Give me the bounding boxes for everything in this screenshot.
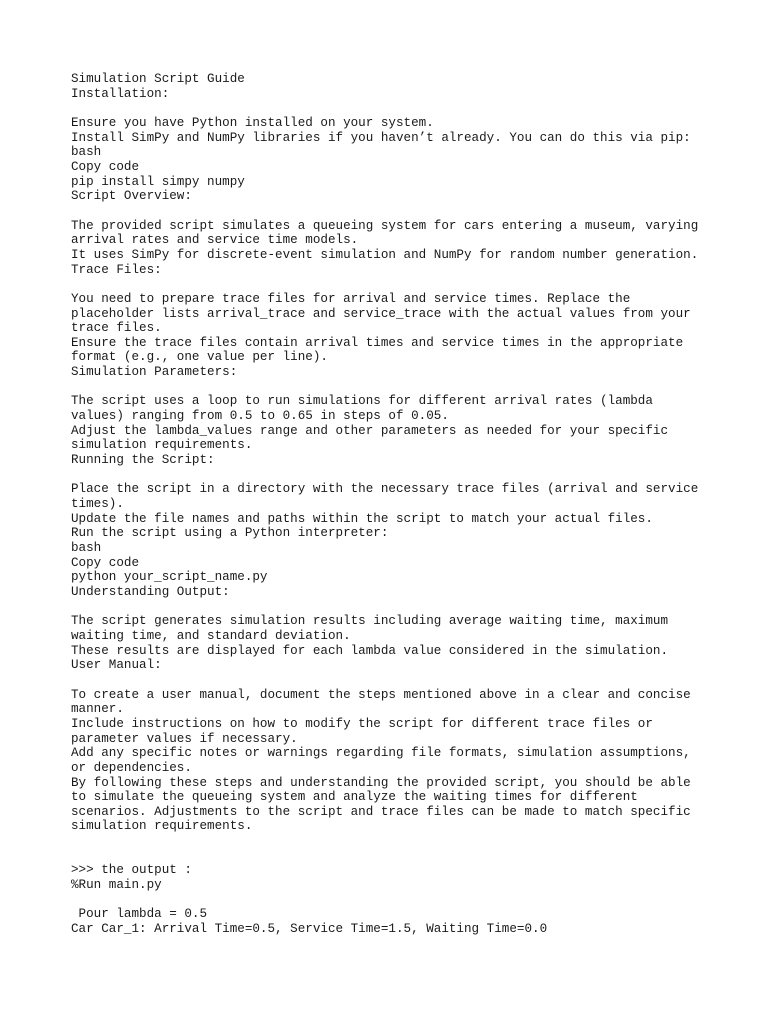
running-line: times). — [71, 497, 124, 512]
console-car-line: Car Car_1: Arrival Time=0.5, Service Time=1.5, Waiting Time=0.0 — [71, 922, 548, 937]
manual-line: To create a user manual, document the steps mentioned above in a clear and concise — [71, 687, 691, 702]
copy-code-label: Copy code — [71, 555, 140, 570]
manual-line: parameter values if necessary. — [71, 731, 298, 746]
installation-line: Ensure you have Python installed on your system. — [71, 115, 434, 130]
manual-line: to simulate the queueing system and analyze the waiting times for different — [71, 790, 638, 805]
trace-files-line: format (e.g., one value per line). — [71, 350, 328, 365]
overview-line: The provided script simulates a queueing system for cars entering a museum, varying — [71, 218, 699, 233]
code-language-label: bash — [71, 541, 102, 555]
document-page — [71, 72, 711, 937]
trace-files-line: Ensure the trace files contain arrival times and service times in the appropriate — [71, 335, 684, 350]
blank-line — [71, 101, 711, 116]
section-heading-trace-files: Trace Files: — [71, 262, 162, 277]
section-heading-installation: Installation: — [71, 86, 170, 101]
overview-line: arrival rates and service time models. — [71, 233, 359, 248]
output-line: The script generates simulation results including average waiting time, maximum — [71, 614, 669, 629]
output-line: These results are displayed for each lambda value considered in the simulation. — [71, 643, 669, 658]
output-line: waiting time, and standard deviation. — [71, 628, 351, 643]
section-heading-overview: Script Overview: — [71, 189, 192, 204]
parameters-line: values) ranging from 0.5 to 0.65 in steps of 0.05. — [71, 409, 449, 424]
section-heading-parameters: Simulation Parameters: — [71, 365, 238, 380]
running-line: Run the script using a Python interpreter: — [71, 526, 389, 541]
manual-line: scenarios. Adjustments to the script and trace files can be made to match specific — [71, 804, 691, 819]
running-line: Update the file names and paths within the script to match your actual files. — [71, 511, 653, 526]
section-heading-manual: User Manual: — [71, 658, 162, 673]
blank-line — [71, 893, 711, 908]
blank-line — [71, 849, 711, 864]
blank-line — [71, 204, 711, 219]
manual-line: Include instructions on how to modify the script for different trace files or — [71, 716, 653, 731]
trace-files-line: placeholder lists arrival_trace and service_trace with the actual values from your — [71, 306, 691, 321]
blank-line — [71, 380, 711, 395]
code-command: pip install simpy numpy — [71, 174, 245, 189]
trace-files-line: You need to prepare trace files for arrival and service times. Replace the — [71, 291, 631, 306]
code-language-label: bash — [71, 145, 102, 160]
blank-line — [71, 468, 711, 483]
manual-line: manner. — [71, 702, 124, 717]
section-heading-running: Running the Script: — [71, 453, 215, 468]
blank-line — [71, 600, 711, 615]
parameters-line: Adjust the lambda_values range and other parameters as needed for your specific — [71, 423, 669, 438]
manual-line: simulation requirements. — [71, 819, 253, 834]
overview-line: It uses SimPy for discrete-event simulation and NumPy for random number generation. — [71, 247, 699, 262]
running-line: Place the script in a directory with the necessary trace files (arrival and service — [71, 482, 699, 497]
document-title: Simulation Script Guide — [71, 72, 245, 86]
manual-line: or dependencies. — [71, 760, 192, 775]
blank-line — [71, 673, 711, 688]
section-heading-output: Understanding Output: — [71, 584, 230, 599]
installation-line: Install SimPy and NumPy libraries if you haven’t already. You can do this via pip: — [71, 130, 691, 145]
console-prompt: >>> the output : — [71, 863, 192, 878]
parameters-line: simulation requirements. — [71, 438, 253, 453]
console-run-command: %Run main.py — [71, 878, 162, 893]
manual-line: By following these steps and understanding the provided script, you should be able — [71, 775, 691, 790]
console-lambda-line: Pour lambda = 0.5 — [71, 907, 208, 922]
blank-line — [71, 277, 711, 292]
copy-code-label: Copy code — [71, 159, 140, 174]
blank-line — [71, 834, 711, 849]
parameters-line: The script uses a loop to run simulations for different arrival rates (lambda — [71, 394, 653, 409]
manual-line: Add any specific notes or warnings regarding file formats, simulation assumptions, — [71, 746, 691, 761]
code-command: python your_script_name.py — [71, 570, 268, 585]
trace-files-line: trace files. — [71, 321, 162, 336]
